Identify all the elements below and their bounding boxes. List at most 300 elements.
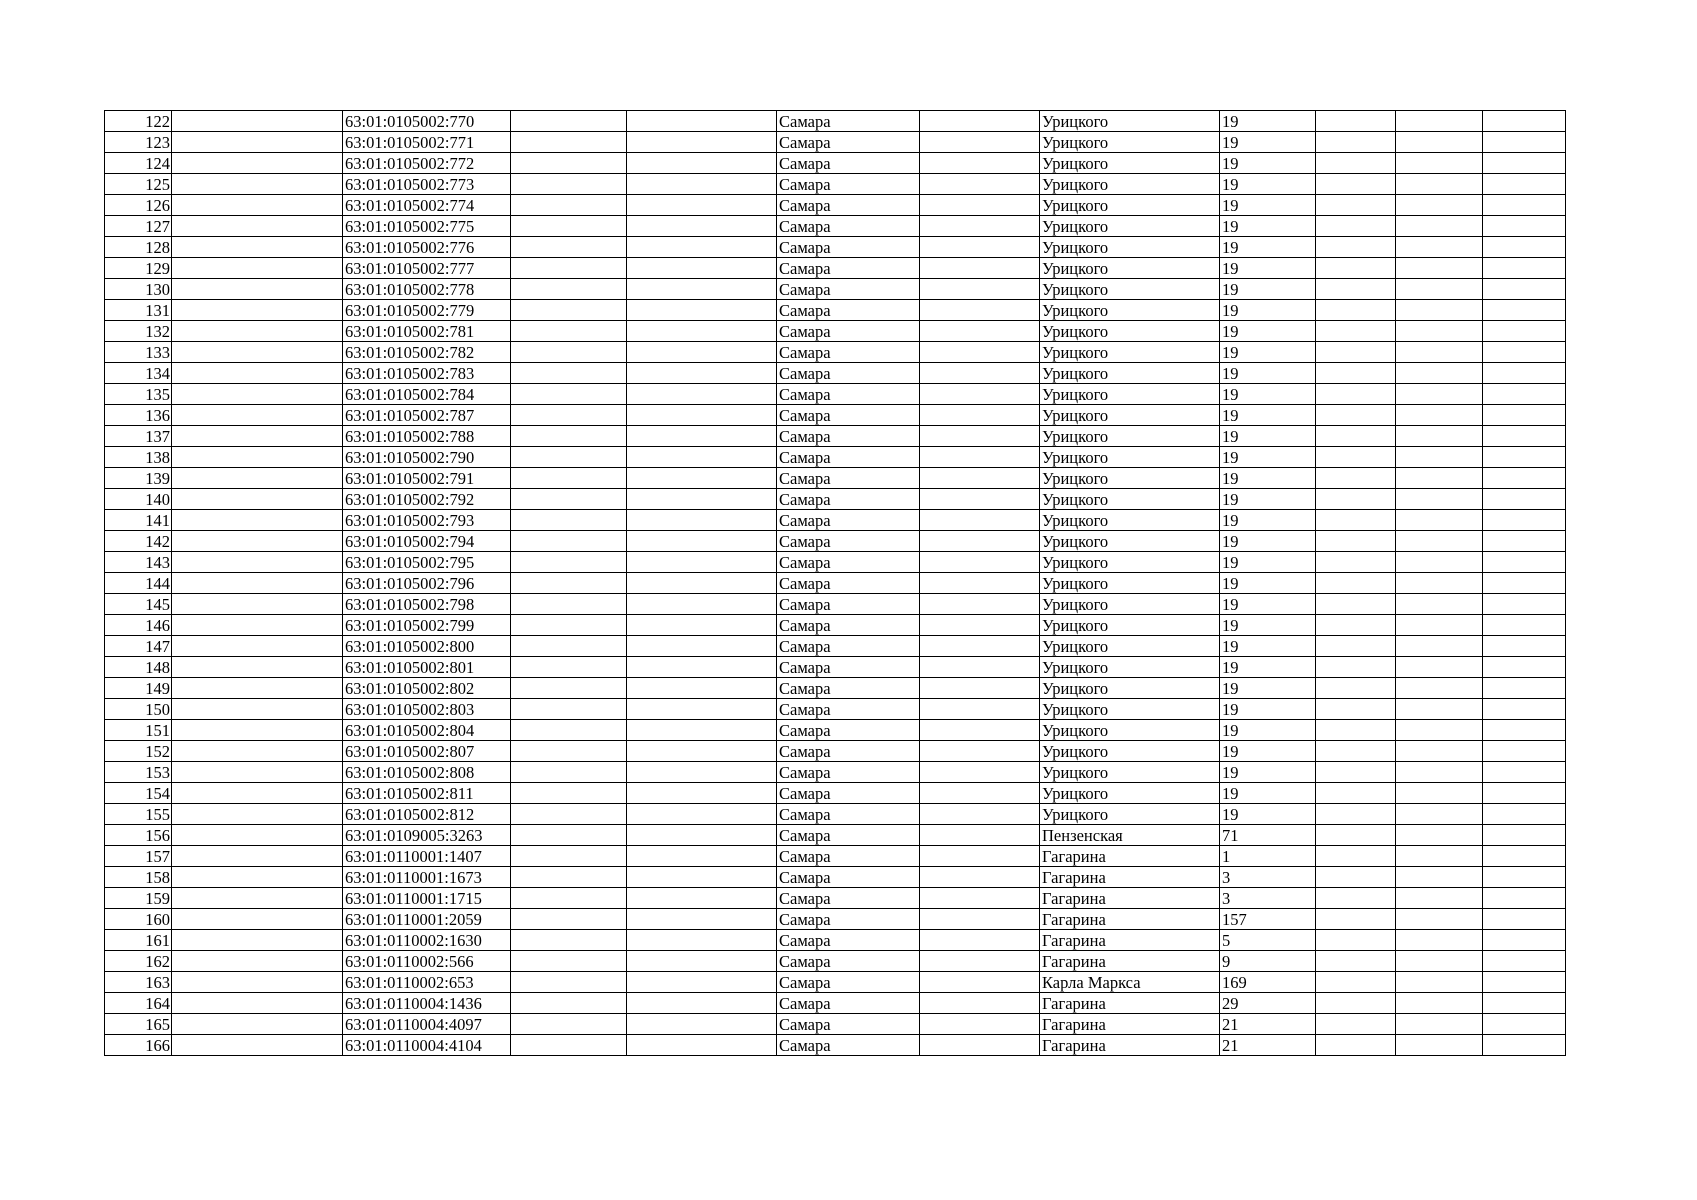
street-cell: Урицкого [1040, 111, 1220, 132]
empty-cell [1316, 195, 1396, 216]
street-cell: Урицкого [1040, 741, 1220, 762]
house-number-cell: 19 [1220, 699, 1316, 720]
row-number-cell: 152 [105, 741, 172, 762]
row-number-cell: 155 [105, 804, 172, 825]
empty-cell [1396, 615, 1483, 636]
empty-cell [627, 279, 777, 300]
empty-cell [511, 405, 627, 426]
empty-cell [920, 447, 1040, 468]
empty-cell [1396, 363, 1483, 384]
empty-cell [1316, 825, 1396, 846]
empty-cell [511, 321, 627, 342]
street-cell: Гагарина [1040, 951, 1220, 972]
empty-cell [172, 531, 343, 552]
row-number-cell: 138 [105, 447, 172, 468]
street-cell: Урицкого [1040, 573, 1220, 594]
empty-cell [511, 678, 627, 699]
empty-cell [627, 195, 777, 216]
empty-cell [627, 447, 777, 468]
empty-cell [1396, 279, 1483, 300]
cadastral-number-cell: 63:01:0105002:801 [343, 657, 511, 678]
empty-cell [1396, 468, 1483, 489]
empty-cell [511, 237, 627, 258]
empty-cell [172, 426, 343, 447]
empty-cell [920, 489, 1040, 510]
city-cell: Самара [777, 573, 920, 594]
empty-cell [627, 111, 777, 132]
empty-cell [1396, 930, 1483, 951]
empty-cell [1483, 363, 1566, 384]
empty-cell [920, 909, 1040, 930]
empty-cell [172, 867, 343, 888]
empty-cell [172, 909, 343, 930]
empty-cell [920, 762, 1040, 783]
empty-cell [1396, 237, 1483, 258]
empty-cell [511, 594, 627, 615]
empty-cell [920, 594, 1040, 615]
empty-cell [627, 804, 777, 825]
house-number-cell: 19 [1220, 111, 1316, 132]
row-number-cell: 147 [105, 636, 172, 657]
empty-cell [627, 930, 777, 951]
empty-cell [1316, 867, 1396, 888]
empty-cell [1396, 447, 1483, 468]
empty-cell [627, 825, 777, 846]
street-cell: Гагарина [1040, 867, 1220, 888]
empty-cell [627, 342, 777, 363]
row-number-cell: 132 [105, 321, 172, 342]
empty-cell [1316, 342, 1396, 363]
empty-cell [1483, 1014, 1566, 1035]
empty-cell [1316, 384, 1396, 405]
house-number-cell: 19 [1220, 174, 1316, 195]
empty-cell [920, 342, 1040, 363]
empty-cell [1396, 489, 1483, 510]
empty-cell [920, 258, 1040, 279]
house-number-cell: 19 [1220, 489, 1316, 510]
street-cell: Урицкого [1040, 678, 1220, 699]
empty-cell [1396, 804, 1483, 825]
empty-cell [1483, 195, 1566, 216]
empty-cell [920, 552, 1040, 573]
cadastral-number-cell: 63:01:0105002:792 [343, 489, 511, 510]
empty-cell [1483, 783, 1566, 804]
row-number-cell: 146 [105, 615, 172, 636]
empty-cell [1396, 825, 1483, 846]
empty-cell [1483, 342, 1566, 363]
empty-cell [920, 699, 1040, 720]
empty-cell [1396, 342, 1483, 363]
empty-cell [1316, 405, 1396, 426]
empty-cell [172, 300, 343, 321]
empty-cell [1483, 972, 1566, 993]
empty-cell [920, 468, 1040, 489]
empty-cell [511, 510, 627, 531]
house-number-cell: 19 [1220, 195, 1316, 216]
street-cell: Урицкого [1040, 426, 1220, 447]
empty-cell [1396, 972, 1483, 993]
street-cell: Урицкого [1040, 510, 1220, 531]
city-cell: Самара [777, 762, 920, 783]
empty-cell [920, 321, 1040, 342]
empty-cell [172, 573, 343, 594]
empty-cell [1316, 615, 1396, 636]
empty-cell [1396, 762, 1483, 783]
empty-cell [920, 888, 1040, 909]
empty-cell [627, 972, 777, 993]
row-number-cell: 127 [105, 216, 172, 237]
empty-cell [920, 678, 1040, 699]
empty-cell [1396, 678, 1483, 699]
empty-cell [1316, 174, 1396, 195]
table-row [105, 321, 1566, 342]
city-cell: Самара [777, 258, 920, 279]
house-number-cell: 19 [1220, 657, 1316, 678]
empty-cell [627, 300, 777, 321]
house-number-cell: 5 [1220, 930, 1316, 951]
empty-cell [172, 216, 343, 237]
cadastral-table [104, 110, 1566, 1056]
empty-cell [1396, 888, 1483, 909]
empty-cell [920, 153, 1040, 174]
empty-cell [172, 342, 343, 363]
city-cell: Самара [777, 174, 920, 195]
empty-cell [1316, 720, 1396, 741]
table-row [105, 678, 1566, 699]
house-number-cell: 157 [1220, 909, 1316, 930]
street-cell: Урицкого [1040, 300, 1220, 321]
empty-cell [627, 489, 777, 510]
empty-cell [511, 636, 627, 657]
table-row [105, 951, 1566, 972]
empty-cell [627, 762, 777, 783]
table-row [105, 447, 1566, 468]
empty-cell [627, 426, 777, 447]
empty-cell [1316, 552, 1396, 573]
street-cell: Урицкого [1040, 762, 1220, 783]
empty-cell [172, 153, 343, 174]
city-cell: Самара [777, 510, 920, 531]
empty-cell [1396, 426, 1483, 447]
house-number-cell: 3 [1220, 867, 1316, 888]
table-row [105, 699, 1566, 720]
empty-cell [627, 573, 777, 594]
city-cell: Самара [777, 531, 920, 552]
empty-cell [1483, 825, 1566, 846]
empty-cell [920, 132, 1040, 153]
empty-cell [1316, 993, 1396, 1014]
empty-cell [920, 531, 1040, 552]
empty-cell [511, 720, 627, 741]
empty-cell [1316, 1014, 1396, 1035]
cadastral-number-cell: 63:01:0105002:782 [343, 342, 511, 363]
street-cell: Урицкого [1040, 720, 1220, 741]
empty-cell [172, 363, 343, 384]
street-cell: Гагарина [1040, 888, 1220, 909]
street-cell: Урицкого [1040, 342, 1220, 363]
cadastral-number-cell: 63:01:0105002:783 [343, 363, 511, 384]
row-number-cell: 149 [105, 678, 172, 699]
row-number-cell: 157 [105, 846, 172, 867]
empty-cell [1483, 132, 1566, 153]
house-number-cell: 19 [1220, 552, 1316, 573]
empty-cell [172, 657, 343, 678]
house-number-cell: 71 [1220, 825, 1316, 846]
empty-cell [1396, 783, 1483, 804]
empty-cell [627, 1014, 777, 1035]
empty-cell [172, 447, 343, 468]
table-row [105, 741, 1566, 762]
empty-cell [511, 300, 627, 321]
empty-cell [511, 1014, 627, 1035]
empty-cell [920, 195, 1040, 216]
cadastral-number-cell: 63:01:0105002:794 [343, 531, 511, 552]
empty-cell [1396, 699, 1483, 720]
empty-cell [1316, 279, 1396, 300]
empty-cell [172, 111, 343, 132]
empty-cell [172, 636, 343, 657]
table-row [105, 384, 1566, 405]
empty-cell [1316, 447, 1396, 468]
empty-cell [1396, 174, 1483, 195]
empty-cell [627, 174, 777, 195]
empty-cell [511, 930, 627, 951]
empty-cell [172, 258, 343, 279]
empty-cell [1483, 216, 1566, 237]
empty-cell [627, 846, 777, 867]
empty-cell [511, 174, 627, 195]
street-cell: Гагарина [1040, 1014, 1220, 1035]
empty-cell [511, 1035, 627, 1056]
city-cell: Самара [777, 489, 920, 510]
empty-cell [511, 447, 627, 468]
empty-cell [172, 783, 343, 804]
row-number-cell: 133 [105, 342, 172, 363]
empty-cell [920, 972, 1040, 993]
city-cell: Самара [777, 594, 920, 615]
table-row [105, 636, 1566, 657]
empty-cell [172, 951, 343, 972]
house-number-cell: 19 [1220, 804, 1316, 825]
empty-cell [172, 405, 343, 426]
table-row [105, 426, 1566, 447]
cadastral-number-cell: 63:01:0105002:793 [343, 510, 511, 531]
empty-cell [511, 993, 627, 1014]
empty-cell [172, 993, 343, 1014]
empty-cell [920, 825, 1040, 846]
table-row [105, 258, 1566, 279]
row-number-cell: 136 [105, 405, 172, 426]
empty-cell [172, 552, 343, 573]
city-cell: Самара [777, 951, 920, 972]
cadastral-number-cell: 63:01:0110004:4104 [343, 1035, 511, 1056]
cadastral-number-cell: 63:01:0105002:799 [343, 615, 511, 636]
table-row [105, 930, 1566, 951]
table-row [105, 405, 1566, 426]
row-number-cell: 139 [105, 468, 172, 489]
empty-cell [1483, 153, 1566, 174]
row-number-cell: 156 [105, 825, 172, 846]
street-cell: Урицкого [1040, 405, 1220, 426]
empty-cell [1316, 153, 1396, 174]
city-cell: Самара [777, 888, 920, 909]
city-cell: Самара [777, 699, 920, 720]
city-cell: Самара [777, 741, 920, 762]
empty-cell [1483, 573, 1566, 594]
empty-cell [1316, 972, 1396, 993]
row-number-cell: 166 [105, 1035, 172, 1056]
cadastral-number-cell: 63:01:0105002:800 [343, 636, 511, 657]
empty-cell [1483, 321, 1566, 342]
empty-cell [511, 195, 627, 216]
row-number-cell: 164 [105, 993, 172, 1014]
empty-cell [1396, 531, 1483, 552]
table-row [105, 531, 1566, 552]
row-number-cell: 122 [105, 111, 172, 132]
street-cell: Урицкого [1040, 636, 1220, 657]
row-number-cell: 150 [105, 699, 172, 720]
house-number-cell: 19 [1220, 279, 1316, 300]
empty-cell [920, 426, 1040, 447]
row-number-cell: 131 [105, 300, 172, 321]
empty-cell [172, 678, 343, 699]
house-number-cell: 1 [1220, 846, 1316, 867]
empty-cell [1316, 510, 1396, 531]
empty-cell [920, 615, 1040, 636]
empty-cell [172, 195, 343, 216]
empty-cell [627, 657, 777, 678]
empty-cell [627, 1035, 777, 1056]
city-cell: Самара [777, 279, 920, 300]
empty-cell [627, 216, 777, 237]
empty-cell [627, 594, 777, 615]
empty-cell [172, 1035, 343, 1056]
house-number-cell: 19 [1220, 447, 1316, 468]
empty-cell [1396, 867, 1483, 888]
empty-cell [627, 405, 777, 426]
table-row [105, 1014, 1566, 1035]
city-cell: Самара [777, 720, 920, 741]
house-number-cell: 19 [1220, 258, 1316, 279]
empty-cell [511, 867, 627, 888]
city-cell: Самара [777, 405, 920, 426]
city-cell: Самара [777, 384, 920, 405]
empty-cell [1483, 405, 1566, 426]
table-row [105, 552, 1566, 573]
empty-cell [1396, 741, 1483, 762]
table-row [105, 489, 1566, 510]
row-number-cell: 126 [105, 195, 172, 216]
empty-cell [1316, 804, 1396, 825]
empty-cell [1483, 384, 1566, 405]
house-number-cell: 19 [1220, 678, 1316, 699]
empty-cell [1483, 762, 1566, 783]
empty-cell [1483, 909, 1566, 930]
table-row [105, 762, 1566, 783]
empty-cell [627, 720, 777, 741]
city-cell: Самара [777, 195, 920, 216]
empty-cell [1483, 720, 1566, 741]
cadastral-number-cell: 63:01:0105002:778 [343, 279, 511, 300]
city-cell: Самара [777, 783, 920, 804]
street-cell: Урицкого [1040, 594, 1220, 615]
street-cell: Урицкого [1040, 279, 1220, 300]
empty-cell [1483, 468, 1566, 489]
empty-cell [1316, 930, 1396, 951]
row-number-cell: 158 [105, 867, 172, 888]
cadastral-number-cell: 63:01:0105002:784 [343, 384, 511, 405]
empty-cell [627, 699, 777, 720]
row-number-cell: 123 [105, 132, 172, 153]
empty-cell [1483, 258, 1566, 279]
cadastral-number-cell: 63:01:0105002:804 [343, 720, 511, 741]
row-number-cell: 135 [105, 384, 172, 405]
table-row [105, 111, 1566, 132]
empty-cell [511, 909, 627, 930]
empty-cell [1483, 300, 1566, 321]
street-cell: Урицкого [1040, 657, 1220, 678]
empty-cell [1483, 510, 1566, 531]
city-cell: Самара [777, 993, 920, 1014]
table-row [105, 615, 1566, 636]
table-row [105, 510, 1566, 531]
row-number-cell: 144 [105, 573, 172, 594]
city-cell: Самара [777, 930, 920, 951]
empty-cell [172, 237, 343, 258]
empty-cell [172, 279, 343, 300]
table-row [105, 237, 1566, 258]
cadastral-number-cell: 63:01:0105002:776 [343, 237, 511, 258]
empty-cell [627, 363, 777, 384]
table-row [105, 1035, 1566, 1056]
house-number-cell: 19 [1220, 615, 1316, 636]
empty-cell [627, 531, 777, 552]
cadastral-number-cell: 63:01:0105002:808 [343, 762, 511, 783]
cadastral-number-cell: 63:01:0105002:812 [343, 804, 511, 825]
row-number-cell: 159 [105, 888, 172, 909]
empty-cell [627, 153, 777, 174]
empty-cell [1396, 573, 1483, 594]
city-cell: Самара [777, 363, 920, 384]
house-number-cell: 19 [1220, 510, 1316, 531]
empty-cell [627, 321, 777, 342]
empty-cell [627, 468, 777, 489]
city-cell: Самара [777, 972, 920, 993]
house-number-cell: 19 [1220, 132, 1316, 153]
cadastral-number-cell: 63:01:0105002:802 [343, 678, 511, 699]
house-number-cell: 19 [1220, 720, 1316, 741]
cadastral-number-cell: 63:01:0105002:770 [343, 111, 511, 132]
empty-cell [920, 636, 1040, 657]
row-number-cell: 160 [105, 909, 172, 930]
empty-cell [511, 804, 627, 825]
cadastral-number-cell: 63:01:0105002:788 [343, 426, 511, 447]
empty-cell [511, 741, 627, 762]
empty-cell [627, 867, 777, 888]
empty-cell [1483, 552, 1566, 573]
street-cell: Гагарина [1040, 993, 1220, 1014]
empty-cell [920, 111, 1040, 132]
empty-cell [1396, 258, 1483, 279]
cadastral-number-cell: 63:01:0110002:653 [343, 972, 511, 993]
empty-cell [627, 741, 777, 762]
empty-cell [920, 384, 1040, 405]
empty-cell [1316, 573, 1396, 594]
street-cell: Урицкого [1040, 615, 1220, 636]
house-number-cell: 19 [1220, 636, 1316, 657]
city-cell: Самара [777, 237, 920, 258]
house-number-cell: 29 [1220, 993, 1316, 1014]
